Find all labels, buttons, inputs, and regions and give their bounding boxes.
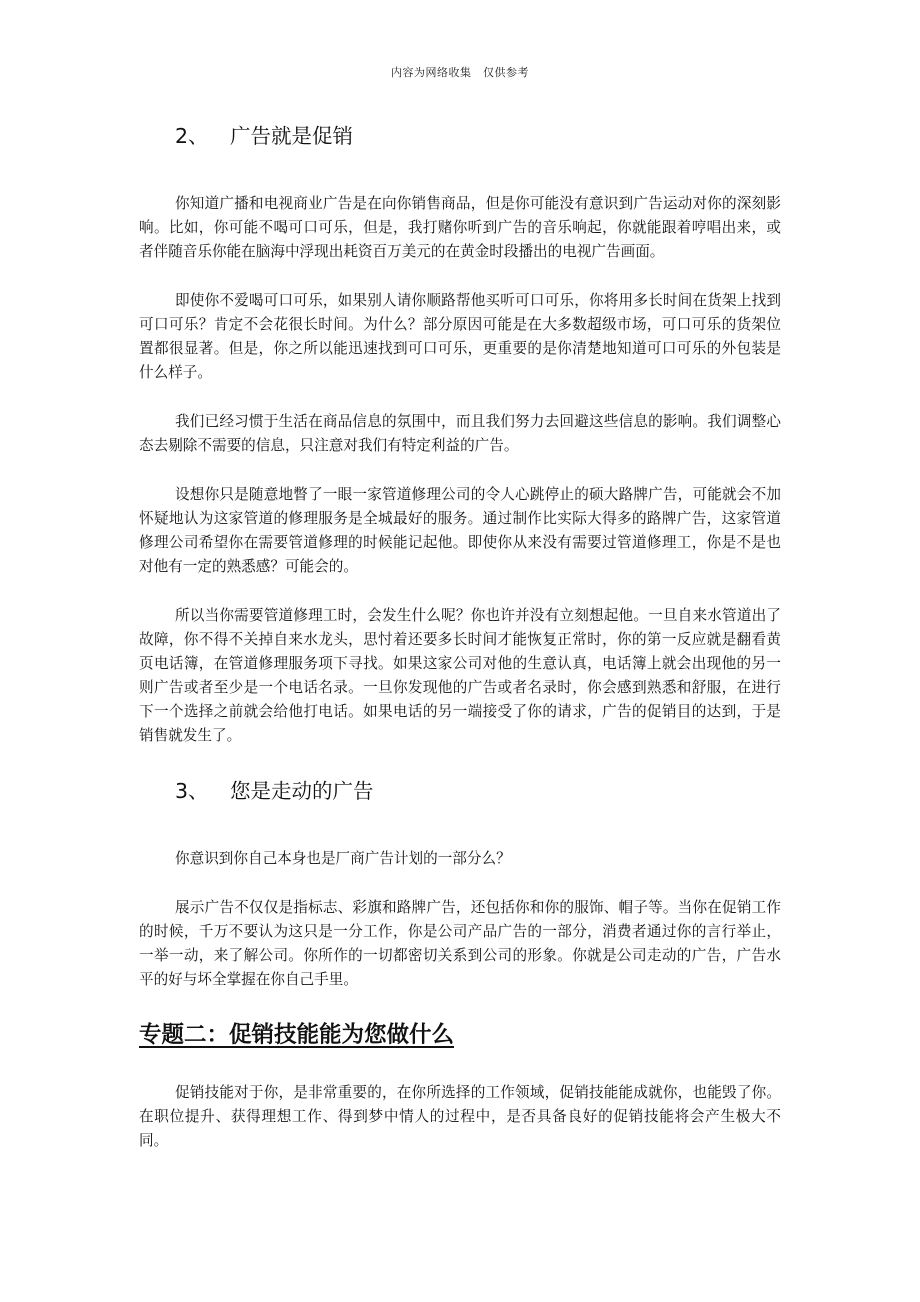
section-title: 您是走动的广告 [230, 779, 374, 803]
paragraph: 即使你不爱喝可口可乐，如果别人请你顺路帮他买听可口可乐，你将用多长时间在货架上找到可口可乐？肯定不会花很长时间。为什么？部分原因可能是在大多数超级市场，可口可乐的货架位置都很显著。但是，你之所以能迅速找到可口可乐，更重要的是你清楚地知道可口可乐的外包装是什么样子。 [139, 292, 781, 381]
section-title: 广告就是促销 [230, 124, 353, 148]
paragraph: 设想你只是随意地瞥了一眼一家管道修理公司的令人心跳停止的硕大路牌广告，可能就会不加怀疑地认为这家管道的修理服务是全城最好的服务。通过制作比实际大得多的路牌广告，这家管道修理公司希望你在需要管道修理的时候能记起他。即使你从来没有需要过管道修理工，你是不是也对他有一定的熟悉感？可能会的。 [139, 486, 781, 575]
paragraph: 我们已经习惯于生活在商品信息的氛围中，而且我们努力去回避这些信息的影响。我们调整心态去剔除不需要的信息，只注意对我们有特定利益的广告。 [139, 413, 781, 454]
page-header: 内容为网络收集 仅供参考 [391, 66, 529, 79]
paragraph: 所以当你需要管道修理工时，会发生什么呢？你也许并没有立刻想起他。一旦自来水管道出了故障，你不得不关掉自来水龙头，思忖着还要多长时间才能恢复正常时，你的第一反应就是翻看黄页电话簿，在管道修理服务项下寻找。如果这家公司对他的生意认真，电话簿上就会出现他的另一则广告或者至少是一个电话名录。一旦你发现他的广告或者名录时，你会感到熟悉和舒服，在进行下一个选择之前就会给他打电话。如果电话的另一端接受了你的请求，广告的促销目的达到，于是销售就发生了。 [139, 607, 781, 744]
paragraph: 展示广告不仅仅是指标志、彩旗和路牌广告，还包括你和你的服饰、帽子等。当你在促销工作的时候，千万不要认为这只是一分工作，你是公司产品广告的一部分，消费者通过你的言行举止，一举一动，来了解公司。你所作的一切都密切关系到公司的形象。你就是公司走动的广告，广告水平的好与坏全掌握在你自己手里。 [139, 899, 781, 988]
paragraph: 促销技能对于你，是非常重要的，在你所选择的工作领域，促销技能能成就你，也能毁了你。在职位提升、获得理想工作、得到梦中情人的过程中，是否具备良好的促销技能将会产生极大不同。 [139, 1084, 781, 1149]
section-heading-2 [175, 118, 781, 154]
section-number: 2、 [175, 124, 209, 148]
paragraph: 你意识到你自己本身也是厂商广告计划的一部分么？ [175, 850, 511, 867]
paragraph: 你知道广播和电视商业广告是在向你销售商品，但是你可能没有意识到广告运动对你的深刻影响。比如，你可能不喝可口可乐，但是，我打赌你听到广告的音乐响起，你就能跟着哼唱出来，或者伴随音乐你能在脑海中浮现出耗资百万美元的在黄金时段播出的电视广告画面。 [139, 195, 781, 260]
document-body [139, 118, 781, 1178]
section-heading-3 [175, 773, 781, 809]
section-number: 3、 [175, 779, 209, 803]
topic-heading: 专题二：促销技能能为您做什么 [139, 1022, 455, 1048]
